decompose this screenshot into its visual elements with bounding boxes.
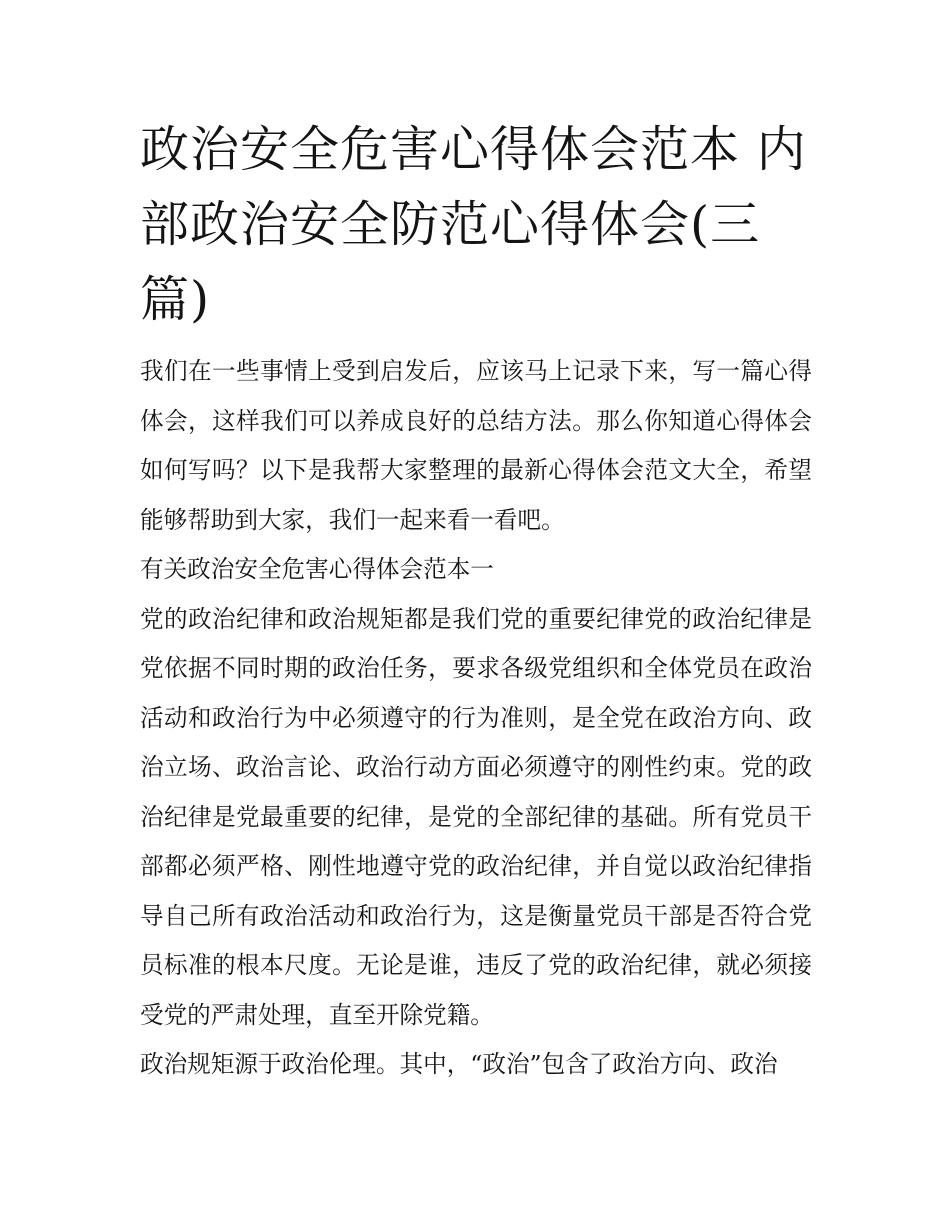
intro-paragraph: 我们在一些事情上受到启发后，应该马上记录下来，写一篇心得体会，这样我们可以养成良好的总结方法。那么你知道心得体会如何写吗？以下是我帮大家整理的最新心得体会范文大全，希望能够帮助到大家，我们一起来看一看吧。 bbox=[140, 357, 812, 534]
section-heading: 有关政治安全危害心得体会范本一 bbox=[140, 555, 494, 583]
body-paragraph-1: 党的政治纪律和政治规矩都是我们党的重要纪律党的政治纪律是党依据不同时期的政治任务，要求各级党组织和全体党员在政治活动和政治行为中必须遵守的行为准则，是全党在政治方向、政治立场、政治言论、政治行动方面必须遵守的刚性约束。党的政治纪律是党最重要的纪律，是党的全部纪律的基础。所有党员干部都必须严格、刚性地遵守党的政治纪律，并自觉以政治纪律指导自己所有政治活动和政治行为，这是衡量党员干部是否符合党员标准的根本尺度。无论是谁，违反了党的政治纪律，就必须接受党的严肃处理，直至开除党籍。 bbox=[140, 604, 812, 1029]
body-paragraph-2: 政治规矩源于政治伦理。其中，“政治”包含了政治方向、政治 bbox=[140, 1050, 778, 1078]
document-title: 政治安全危害心得体会范本 内部政治安全防范心得体会(三篇) bbox=[140, 121, 807, 328]
document-body bbox=[140, 112, 812, 1090]
